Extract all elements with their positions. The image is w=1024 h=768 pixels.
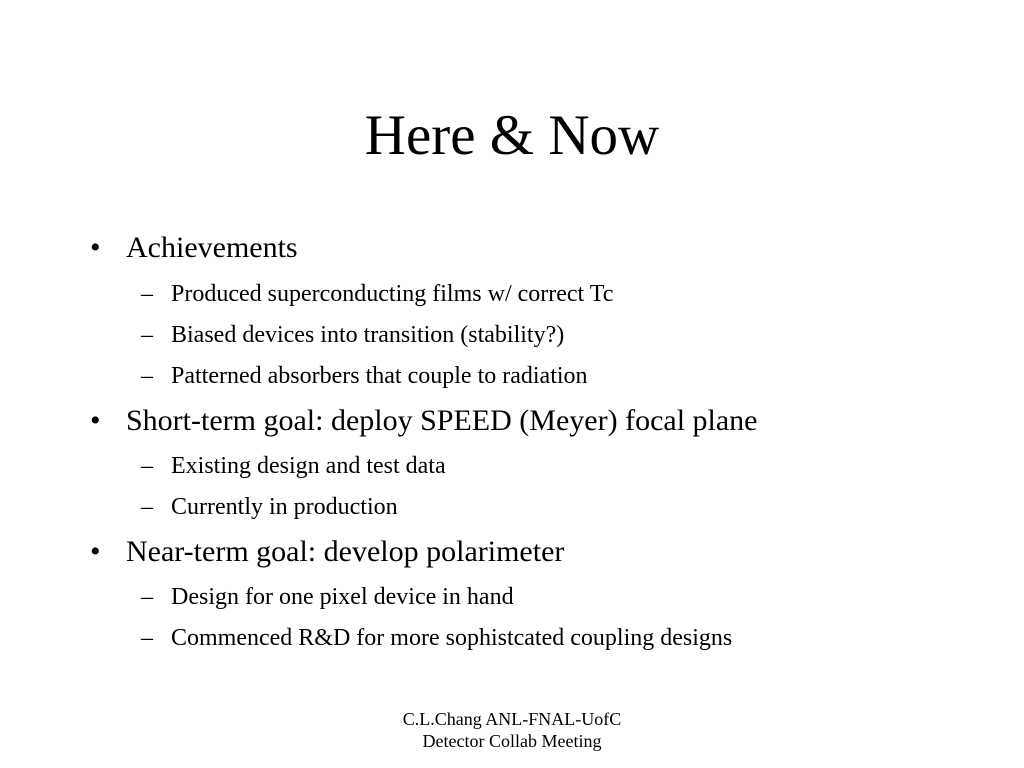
slide-title: Here & Now — [364, 104, 660, 167]
sub-bullet — [141, 361, 588, 391]
footer-meeting: Detector Collab Meeting — [422, 731, 602, 751]
sub-bullet-marker: – — [141, 453, 153, 479]
bullet-short-term-goal — [90, 403, 758, 439]
sub-bullet-marker: – — [141, 494, 153, 520]
sub-bullet-text: Produced superconducting films w/ correct Tc — [171, 281, 614, 307]
sub-bullet — [141, 320, 565, 350]
sub-bullet-marker: – — [141, 281, 153, 307]
footer-author: C.L.Chang ANL-FNAL-UofC — [402, 709, 622, 729]
bullet-label: Near-term goal: develop polarimeter — [126, 535, 565, 568]
sub-bullet — [141, 582, 514, 612]
bullet-achievements — [90, 230, 298, 266]
bullet-marker: • — [90, 404, 101, 437]
sub-bullet — [141, 492, 398, 522]
slide-footer — [0, 708, 1024, 752]
sub-bullet — [141, 279, 614, 309]
sub-bullet-text: Biased devices into transition (stability?) — [171, 322, 565, 348]
bullet-marker: • — [90, 535, 101, 568]
sub-bullet-marker: – — [141, 322, 153, 348]
sub-bullet — [141, 451, 446, 481]
sub-bullet-marker: – — [141, 584, 153, 610]
bullet-marker: • — [90, 231, 101, 264]
sub-bullet-text: Existing design and test data — [171, 453, 446, 479]
sub-bullet-text: Patterned absorbers that couple to radiation — [171, 363, 588, 389]
bullet-label: Short-term goal: deploy SPEED (Meyer) focal plane — [126, 404, 758, 437]
sub-bullet-marker: – — [141, 625, 153, 651]
bullet-near-term-goal — [90, 534, 565, 570]
sub-bullet-text: Currently in production — [171, 494, 398, 520]
bullet-label: Achievements — [126, 231, 298, 264]
sub-bullet — [141, 623, 733, 653]
sub-bullet-text: Design for one pixel device in hand — [171, 584, 514, 610]
sub-bullet-text: Commenced R&D for more sophistcated coupling designs — [171, 625, 733, 651]
sub-bullet-marker: – — [141, 363, 153, 389]
